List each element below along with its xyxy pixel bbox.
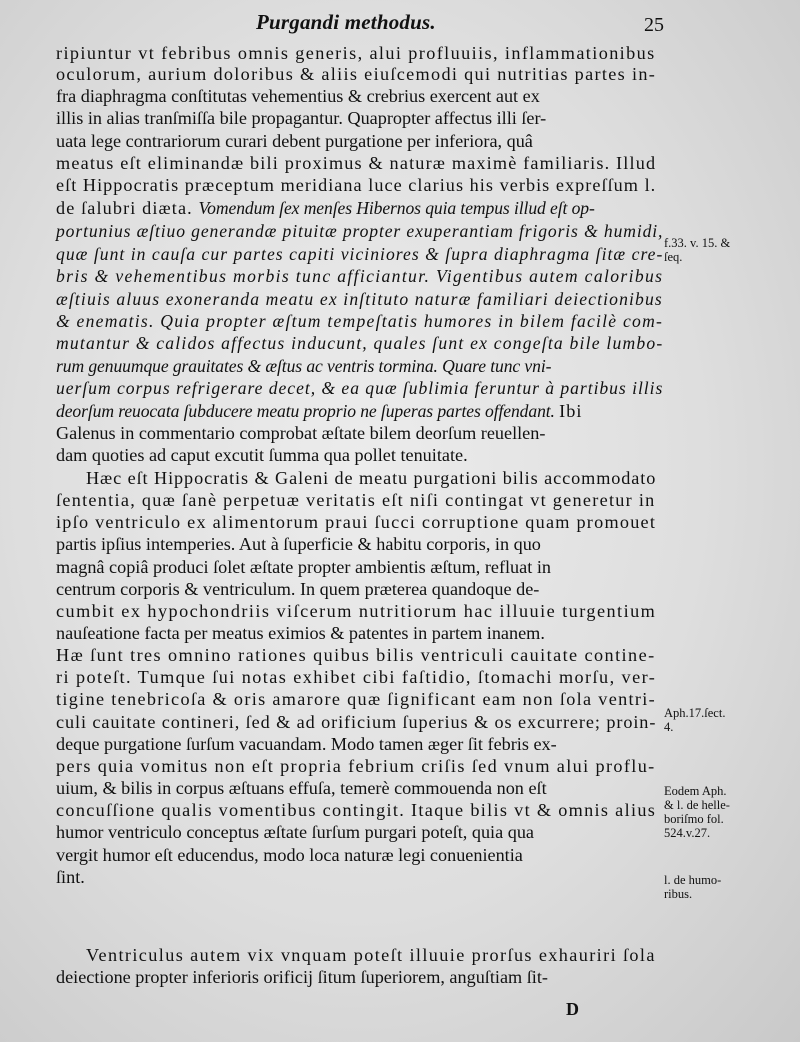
margin-note-line: l. de humo-	[664, 873, 722, 887]
margin-note	[664, 706, 725, 734]
text-line: Hæc eſt Hippocratis & Galeni de meatu purgationi bilis accommodato	[86, 468, 657, 488]
margin-note-line: & l. de helle-	[664, 798, 730, 812]
margin-note-line: ſeq.	[664, 250, 683, 264]
text-line: Hæ ſunt tres omnino rationes quibus bilis ventriculi cauitate contine-	[56, 645, 656, 665]
italic-quotation: Vomendum ſex menſes Hibernos quia tempus illud eſt op-	[198, 198, 595, 218]
text-segment: Ibi	[559, 401, 583, 421]
margin-note-line: ribus.	[664, 887, 693, 901]
margin-note-line: 4.	[664, 720, 674, 734]
text-line: uata lege contrariorum curari debent purgatione per inferiora, quâ	[56, 131, 533, 151]
text-line: ſint.	[56, 867, 85, 887]
text-line: mutantur & calidos affectus inducunt, quales ſunt ex congeſta bile lumbo-	[56, 333, 664, 353]
text-line: ipſo ventriculo ex alimentorum praui ſucci corruptione quam promouet	[56, 512, 657, 532]
margin-note-line: 524.v.27.	[664, 826, 711, 840]
text-line: dam quoties ad caput excutit ſumma qua pollet tenuitate.	[56, 445, 468, 465]
running-header-title: Purgandi methodus.	[256, 10, 436, 34]
text-line: ri poteſt. Tumque ſui notas exhibet cibi faſtidio, ſtomachi morſu, ver-	[56, 667, 657, 687]
italic-quotation: deorſum reuocata ſubducere meatu proprio ne ſuperas partes offendant.	[56, 401, 560, 421]
margin-note	[664, 236, 730, 264]
text-line: quæ ſunt in cauſa cur partes capiti viciniores & ſupra diaphragma ſitæ cre-	[56, 244, 664, 264]
text-line: centrum corporis & ventriculum. In quem præterea quandoque de-	[56, 579, 540, 599]
margin-note	[664, 873, 721, 901]
text-line: vergit humor eſt educendus, modo loca naturæ legi conuenientia	[56, 845, 523, 865]
text-line	[56, 197, 595, 219]
margin-note-line: Eodem Aph.	[664, 784, 727, 798]
text-line	[56, 400, 583, 422]
text-line: meatus eſt eliminandæ bili proximus & naturæ maximè familiaris. Illud	[56, 153, 657, 173]
text-line: & enematis. Quia propter æſtum tempeſtatis humores in bilem facilè com-	[56, 311, 664, 331]
text-line: uerſum corpus refrigerare decet, & ea quæ ſublimia feruntur à partibus illis	[56, 378, 664, 398]
page-number: 25	[644, 14, 664, 36]
text-line: æſtiuis aluus exoneranda meatu ex inſtituto naturæ familiari deiectionibus	[56, 289, 663, 309]
text-line: deque purgatione ſurſum vacuandam. Modo tamen æger ſit febris ex-	[56, 734, 557, 754]
text-line: humor ventriculo conceptus æſtate ſurſum purgari poteſt, quia qua	[56, 822, 534, 842]
text-line: partis ipſius intemperies. Aut à ſuperficie & habitu corporis, in quo	[56, 534, 541, 554]
text-line: pers quia vomitus non eſt propria febrium criſis ſed vnum alui proflu-	[56, 756, 656, 776]
text-line: oculorum, aurium doloribus & aliis eiuſcemodi qui nutritias partes in-	[56, 64, 657, 84]
text-line: ſententia, quæ ſanè perpetuæ veritatis eſt niſi contingat vt generetur in	[56, 490, 656, 510]
signature-mark: D	[566, 999, 579, 1019]
text-line: uium, & bilis in corpus æſtuans effuſa, temerè commouenda non eſt	[56, 778, 547, 798]
text-line: ripiuntur vt febribus omnis generis, alui profluuiis, inflammationibus	[56, 43, 656, 63]
text-line: bris & vehementibus morbis tunc afficiantur. Vigentibus autem caloribus	[56, 266, 664, 286]
margin-note-line: f.33. v. 15. &	[664, 236, 731, 250]
margin-note-line: Aph.17.ſect.	[664, 706, 726, 720]
text-line: portunius æſtiuo generandæ pituitæ propter exuperantiam frigoris & humidi,	[56, 221, 664, 241]
text-line: tigine tenebricoſa & oris amarore quæ ſignificant eam non ſola ventri-	[56, 689, 657, 709]
text-line: fra diaphragma conſtitutas vehementius & crebrius exercent aut ex	[56, 86, 540, 106]
text-line: nauſeatione facta per meatus eximios & patentes in partem inanem.	[56, 623, 545, 643]
text-line: Ventriculus autem vix vnquam poteſt illuuie prorſus exhauriri ſola	[86, 945, 656, 965]
margin-note-line: boriſmo fol.	[664, 812, 724, 826]
text-line: cumbit ex hypochondriis viſcerum nutritiorum hac illuuie turgentium	[56, 601, 657, 621]
text-line: culi cauitate contineri, ſed & ad orificium ſuperius & os excurrere; proin-	[56, 712, 657, 732]
text-line: concuſſione qualis vomentibus contingit. Itaque bilis vt & omnis alius	[56, 800, 657, 820]
margin-note	[664, 784, 730, 840]
text-line: magnâ copiâ produci ſolet æſtate propter ambientis æſtum, refluat in	[56, 557, 551, 577]
text-line: illis in alias tranſmiſſa bile propagantur. Quapropter affectus illi ſer-	[56, 108, 547, 128]
text-segment: de ſalubri diæta.	[56, 198, 199, 218]
text-line: deiectione propter inferioris orificij ſitum ſuperiorem, anguſtiam ſit-	[56, 967, 548, 987]
text-line: eſt Hippocratis præceptum meridiana luce clarius his verbis expreſſum l.	[56, 175, 657, 195]
text-line: rum genuumque grauitates & æſtus ac ventris tormina. Quare tunc vni-	[56, 356, 552, 376]
text-line: Galenus in commentario comprobat æſtate bilem deorſum reuellen-	[56, 423, 546, 443]
